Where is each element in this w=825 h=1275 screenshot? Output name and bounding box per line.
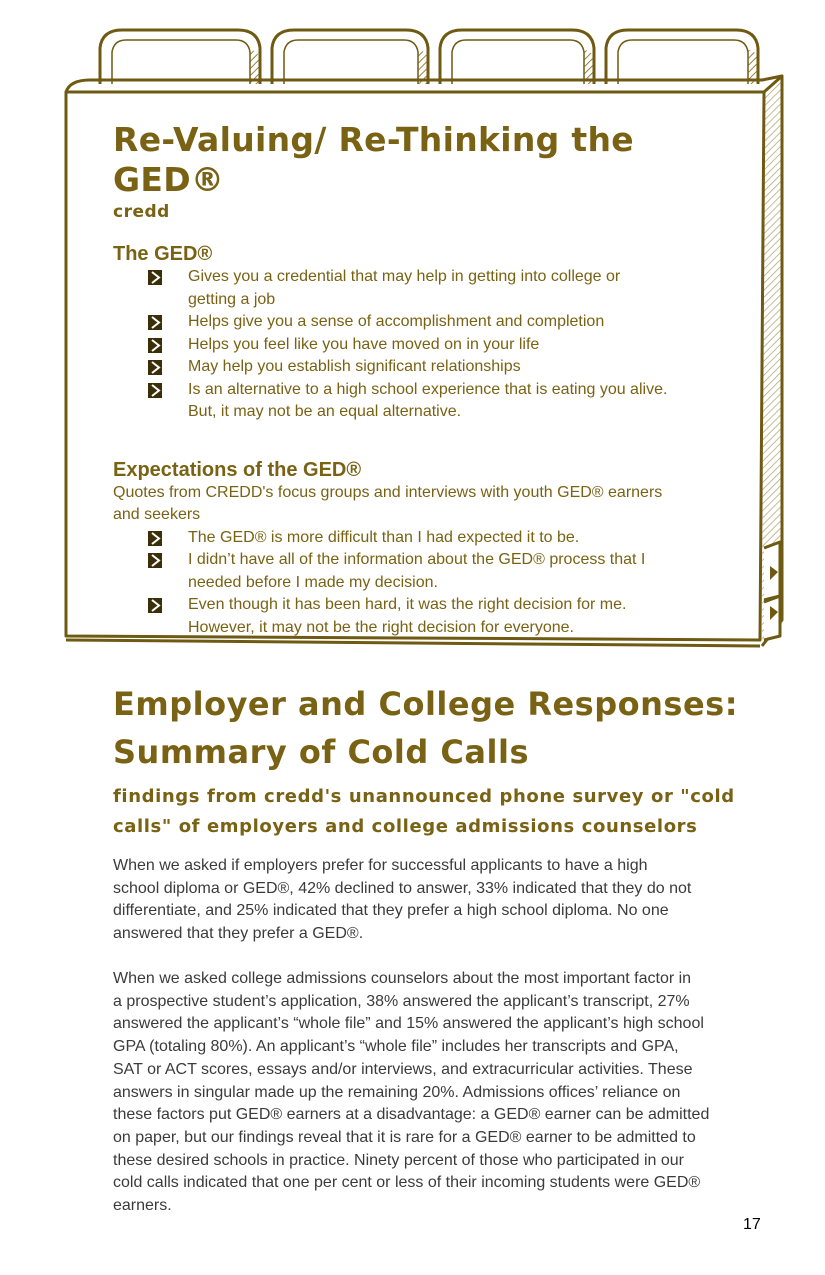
chevron-right-icon [148,383,162,398]
section-findings-subtitle: findings from credd's unannounced phone survey or "cold calls" of employers and college admissions counselors [113,786,735,837]
chevron-right-icon [148,270,162,285]
cold-calls-section [113,680,763,842]
chevron-right-icon [148,598,162,613]
expectations-heading: Expectations of the GED® [113,458,362,481]
folder-tab-1 [100,30,260,84]
chevron-right-icon [148,338,162,353]
page-number: 17 [743,1216,761,1233]
ged-heading: The GED® [113,243,213,265]
ged-card [113,120,753,639]
folder-tab-2 [272,30,428,84]
list-item: May help you establish significant relationships [113,356,753,379]
chevron-right-icon [148,315,162,330]
section-title-line-2: Summary of Cold Calls [113,733,529,771]
folder-tab-3 [440,30,594,84]
college-paragraph: When we asked college admissions counselors about the most important factor in a prospective student’s application, 38% answered the applicant’s transcript, 27% answered the applicant’s “whole file” and 15% answered the applicant’s high school GPA (totaling 80%). An applicant’s “whole file” includes her transcripts and GPA, SAT or ACT scores, essays and/or interviews, and extracurricular activities. These answers in singular made up the remaining 20%. Admissions offices’ reliance on these factors put GED® earners at a disadvantage: a GED® earner can be admitted on paper, but our findings reveal that it is rare for a GED® earner to be admitted to these desired schools in practice. Ninety percent of those who participated in our cold calls indicated that one per cent or less of their incoming students were GED® earners. [113,970,710,1215]
chevron-right-icon [148,553,162,568]
chevron-right-icon [148,360,162,375]
expectations-intro: Quotes from CREDD's focus groups and interviews with youth GED® earners and seekers [113,483,663,523]
list-item: Helps you feel like you have moved on in your life [113,334,753,357]
folder-tab-4 [606,30,758,84]
ged-benefit-list [113,266,753,424]
expectations-quote-list [113,527,753,640]
card-subtitle: credd [113,202,170,222]
list-item: I didn’t have all of the information about the GED® process that I needed before I made my decision. [113,549,753,594]
list-item: Gives you a credential that may help in getting into college or getting a job [113,266,753,311]
section-title-line-1: Employer and College Responses: [113,685,738,723]
list-item: Is an alternative to a high school experience that is eating you alive. But, it may not be an equal alternative. [113,379,753,424]
list-item: Even though it has been hard, it was the right decision for me. However, it may not be the right decision for everyone. [113,594,753,639]
chevron-right-icon [148,531,162,546]
list-item: The GED® is more difficult than I had expected it to be. [113,527,753,550]
list-item: Helps give you a sense of accomplishment and completion [113,311,753,334]
employer-paragraph: When we asked if employers prefer for successful applicants to have a high school diploma or GED®, 42% declined to answer, 33% indicated that they do not differentiate, and 25% indicated that they prefer a high school diploma. No one answered that they prefer a GED®. [113,857,692,943]
card-title: Re-Valuing/ Re-Thinking the GED® [113,120,634,199]
